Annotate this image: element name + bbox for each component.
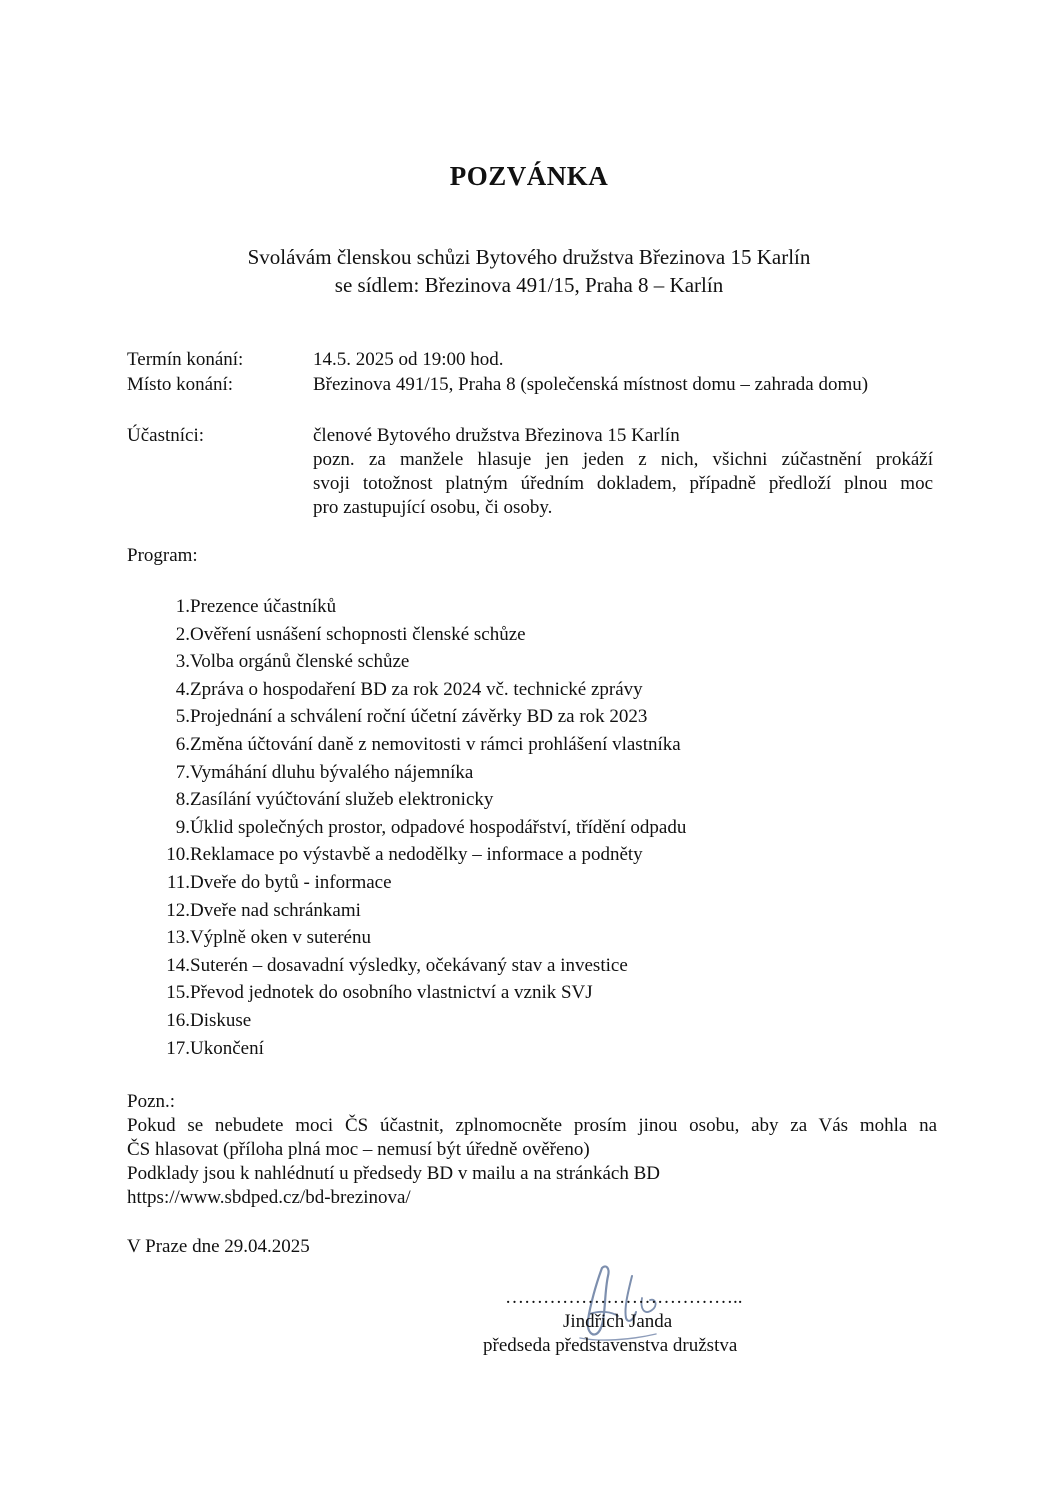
program-item <box>127 648 887 676</box>
program-item-number: 1. <box>175 596 190 617</box>
program-item <box>127 952 887 980</box>
signatory-role: předseda představenstva družstva <box>483 1335 738 1356</box>
program-item-text: Dveře nad schránkami <box>190 899 361 921</box>
program-item-number: 8. <box>175 789 190 811</box>
program-item-text: Zasílání vyúčtování služeb elektronicky <box>190 789 494 811</box>
program-item <box>127 759 887 787</box>
place-label: Místo konání: <box>127 374 234 395</box>
program-item-text: Ukončení <box>190 1037 264 1059</box>
program-item-number: 17. <box>166 1037 190 1059</box>
note-line-2: ČS hlasovat (příloha plná moc – nemusí být úředně ověřeno) <box>127 1139 590 1160</box>
program-item <box>127 979 887 1007</box>
signature-line: ……………………………….. <box>505 1287 743 1308</box>
program-item <box>127 703 887 731</box>
program-item-number: 7. <box>175 761 190 783</box>
note-url: https://www.sbdped.cz/bd-brezinova/ <box>127 1187 411 1208</box>
program-item-number: 15. <box>166 982 190 1004</box>
subtitle-line-1: Svolávám členskou schůzi Bytového družstva Březinova 15 Karlín <box>247 245 811 269</box>
program-item-number: 6. <box>175 733 190 755</box>
program-item-text: Volba orgánů členské schůze <box>190 651 410 673</box>
program-item-text: Prezence účastníků <box>190 596 337 617</box>
participants-note-line-2: svoji totožnost platným úředním dokladem, případně předloží plnou moc <box>313 473 933 494</box>
program-item <box>127 869 887 897</box>
participants-value: členové Bytového družstva Březinova 15 Karlín <box>313 425 680 446</box>
program-item-text: Zpráva o hospodaření BD za rok 2024 vč. technické zprávy <box>190 678 643 700</box>
program-item-text: Diskuse <box>190 1009 252 1031</box>
subtitle-line-2: se sídlem: Březinova 491/15, Praha 8 – Karlín <box>334 273 724 297</box>
program-item <box>127 786 887 814</box>
program-item-text: Ověření usnášení schopnosti členské schůze <box>190 623 526 645</box>
program-heading: Program: <box>127 545 198 566</box>
participants-note-line-1: pozn. za manžele hlasuje jen jeden z nich, všichni zúčastnění prokáží <box>313 449 933 470</box>
program-item-number: 3. <box>175 651 190 673</box>
program-item <box>127 676 887 704</box>
place-value: Březinova 491/15, Praha 8 (společenská místnost domu – zahrada domu) <box>313 374 869 395</box>
program-item-text: Dveře do bytů - informace <box>190 871 392 893</box>
program-item-number: 4. <box>175 678 190 700</box>
program-item <box>127 897 887 925</box>
note-line-1: Pokud se nebudete moci ČS účastnit, zplnomocněte prosím jinou osobu, aby za Vás mohla na <box>127 1115 937 1136</box>
program-item-number: 13. <box>166 927 190 949</box>
term-label: Termín konání: <box>127 349 244 370</box>
program-item <box>127 814 887 842</box>
note-heading: Pozn.: <box>127 1091 176 1112</box>
program-item <box>127 1007 887 1035</box>
document-title: POZVÁNKA <box>449 161 609 191</box>
program-item-text: Reklamace po výstavbě a nedodělky – informace a podněty <box>190 844 643 866</box>
program-item <box>127 731 887 759</box>
program-item-text: Změna účtování daně z nemovitosti v rámci prohlášení vlastníka <box>190 733 681 755</box>
program-item-number: 16. <box>166 1009 190 1031</box>
program-item-number: 2. <box>175 623 190 645</box>
program-item-text: Převod jednotek do osobního vlastnictví a vznik SVJ <box>190 982 593 1004</box>
participants-note-line-3: pro zastupující osobu, či osoby. <box>313 497 553 518</box>
program-item-text: Suterén – dosavadní výsledky, očekávaný stav a investice <box>190 954 628 976</box>
participants-label: Účastníci: <box>127 425 205 446</box>
program-item-number: 10. <box>166 844 190 866</box>
program-item-number: 11. <box>166 871 190 893</box>
program-item <box>127 593 887 621</box>
program-item <box>127 841 887 869</box>
program-item-number: 12. <box>166 899 190 921</box>
program-item <box>127 1035 887 1063</box>
place-date: V Praze dne 29.04.2025 <box>127 1236 310 1257</box>
program-item-number: 9. <box>175 816 190 838</box>
program-item <box>127 924 887 952</box>
signatory-name: Jindřich Janda <box>563 1311 673 1332</box>
program-list <box>127 593 887 1062</box>
program-item-text: Výplně oken v suterénu <box>190 927 371 949</box>
program-item-text: Vymáhání dluhu bývalého nájemníka <box>190 761 474 783</box>
program-item-text: Úklid společných prostor, odpadové hospodářství, třídění odpadu <box>190 816 687 838</box>
program-item-number: 5. <box>175 706 190 728</box>
term-value: 14.5. 2025 od 19:00 hod. <box>313 349 504 370</box>
program-item-text: Projednání a schválení roční účetní závěrky BD za rok 2023 <box>190 706 648 728</box>
program-item-number: 14. <box>166 954 190 976</box>
note-line-3: Podklady jsou k nahlédnutí u předsedy BD v mailu a na stránkách BD <box>127 1163 660 1184</box>
program-item <box>127 621 887 649</box>
